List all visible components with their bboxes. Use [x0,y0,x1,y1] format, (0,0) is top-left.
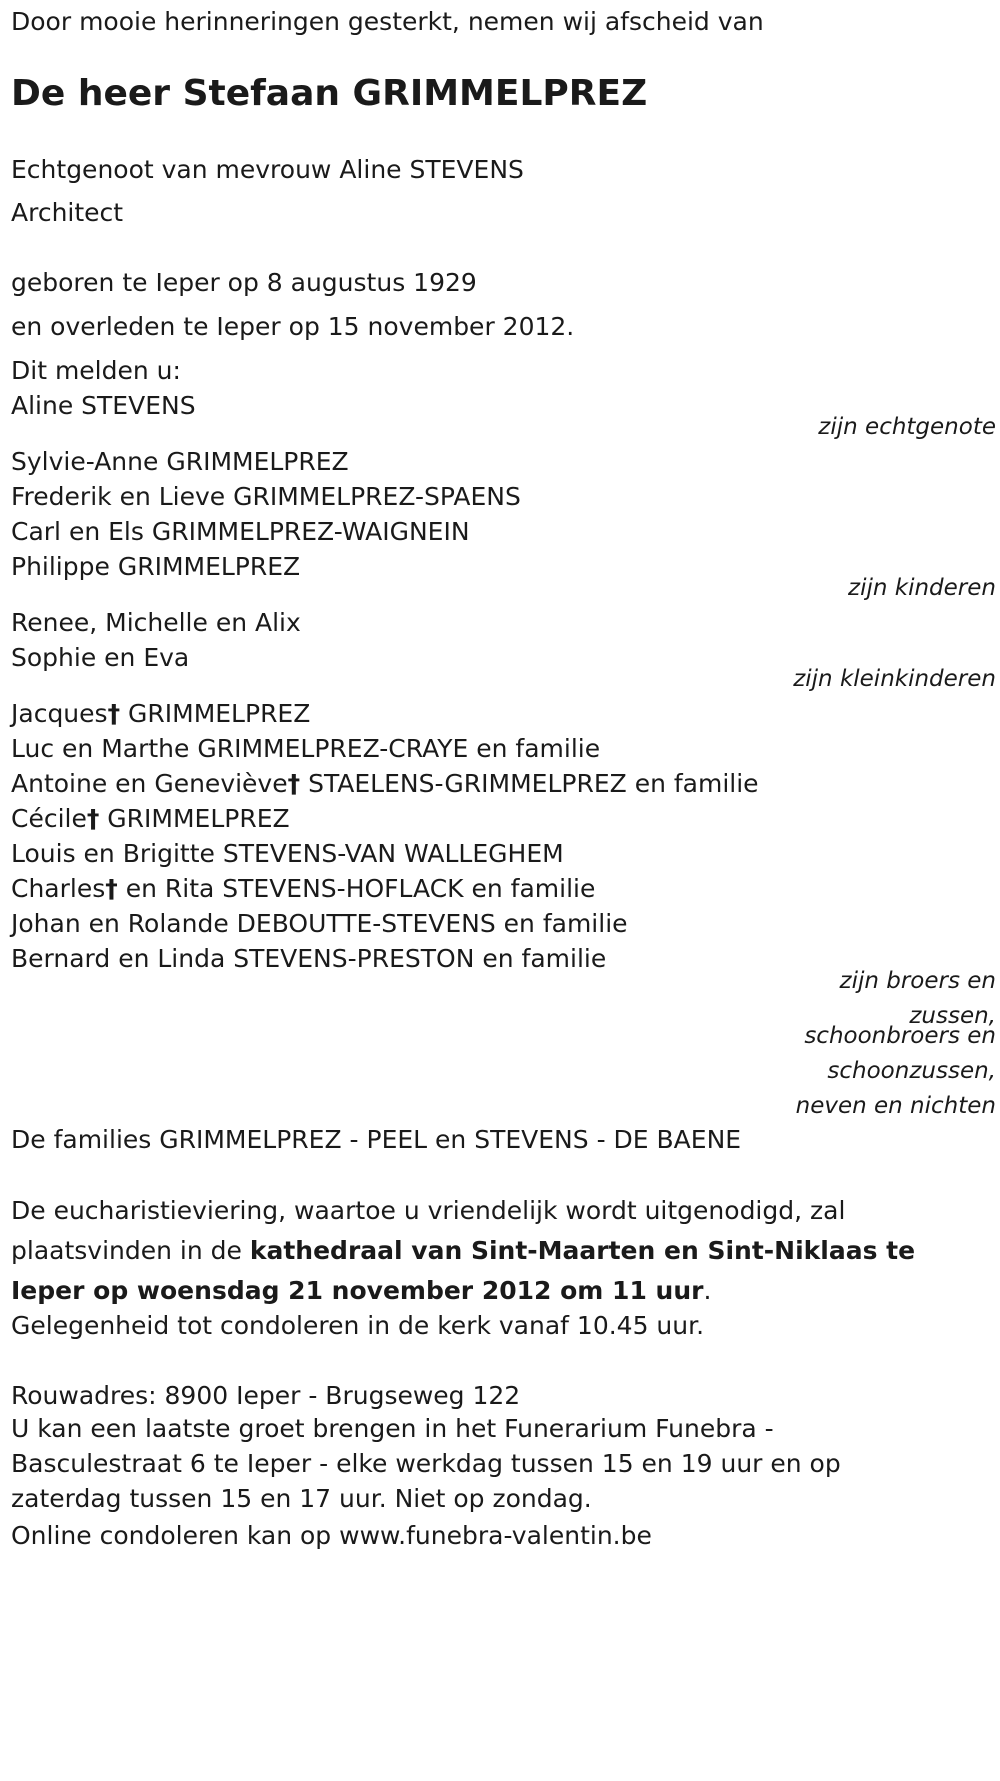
spouse-relation: zijn echtgenote [818,414,996,440]
child-name: Frederik en Lieve GRIMMELPREZ-SPAENS [11,482,521,511]
children-relation: zijn kinderen [848,575,996,601]
sibling-name: Bernard en Linda STEVENS-PRESTON en familie [11,944,607,973]
sibling-name: Johan en Rolande DEBOUTTE-STEVENS en familie [11,909,628,938]
deceased-cross-icon: † [107,699,121,728]
grandchild-name: Sophie en Eva [11,643,190,672]
sibling-name: Jacques† GRIMMELPREZ [11,699,311,728]
child-name: Sylvie-Anne GRIMMELPREZ [11,447,349,476]
spouse-name: Aline STEVENS [11,391,196,420]
online-condolence: Online condoleren kan op www.funebra-valentin.be [11,1521,652,1550]
deceased-cross-icon: † [105,874,118,903]
sibling-name: Louis en Brigitte STEVENS-VAN WALLEGHEM [11,839,564,868]
sibling-name: Cécile† GRIMMELPREZ [11,804,290,833]
visit-paragraph: U kan een laatste groet brengen in het Funerarium Funebra - Basculestraat 6 te Ieper - elke werkdag tussen 15 en 19 uur en op zaterdag tussen 15 en 17 uur. Niet op zondag. [11,1414,841,1513]
sibling-name: Luc en Marthe GRIMMELPREZ-CRAYE en familie [11,734,601,763]
grandchild-name: Renee, Michelle en Alix [11,608,301,637]
ceremony-location: kathedraal van Sint-Maarten en Sint-Niklaas te Ieper op woensdag 21 november 2012 om 11 uur [11,1236,916,1305]
ceremony-paragraph: De eucharistieviering, waartoe u vriendelijk wordt uitgenodigd, zal plaatsvinden in de kathedraal van Sint-Maarten en Sint-Niklaas te Ieper op woensdag 21 november 2012 om 11 uur. [11,1196,916,1305]
deceased-cross-icon: † [287,769,301,798]
grandchildren-relation: zijn kleinkinderen [793,666,996,692]
child-name: Carl en Els GRIMMELPREZ-WAIGNEIN [11,517,470,546]
siblings-relation: zussen, [909,1003,996,1029]
siblings-relation: neven en nichten [795,1093,996,1119]
siblings-relation: schoonbroers en [804,1023,996,1049]
intro-text: Door mooie herinneringen gesterkt, nemen wij afscheid van [11,7,764,36]
sibling-name: Antoine en Geneviève† STAELENS-GRIMMELPREZ en familie [11,769,759,798]
deceased-name: De heer Stefaan GRIMMELPREZ [11,73,648,114]
spouse-line: Echtgenoot van mevrouw Aline STEVENS [11,155,524,184]
siblings-relation: schoonzussen, [827,1058,996,1084]
died-line: en overleden te Ieper op 15 november 2012. [11,312,575,341]
born-line: geboren te Ieper op 8 augustus 1929 [11,268,477,297]
deceased-cross-icon: † [86,804,100,833]
sibling-name: Charles† en Rita STEVENS-HOFLACK en familie [11,874,596,903]
mourning-address: Rouwadres: 8900 Ieper - Brugseweg 122 [11,1381,521,1410]
siblings-relation: zijn broers en [839,968,996,994]
families-line: De families GRIMMELPREZ - PEEL en STEVENS - DE BAENE [11,1125,742,1154]
announce-label: Dit melden u: [11,356,181,385]
child-name: Philippe GRIMMELPREZ [11,552,301,581]
condolence-time: Gelegenheid tot condoleren in de kerk vanaf 10.45 uur. [11,1311,705,1340]
profession: Architect [11,198,124,227]
